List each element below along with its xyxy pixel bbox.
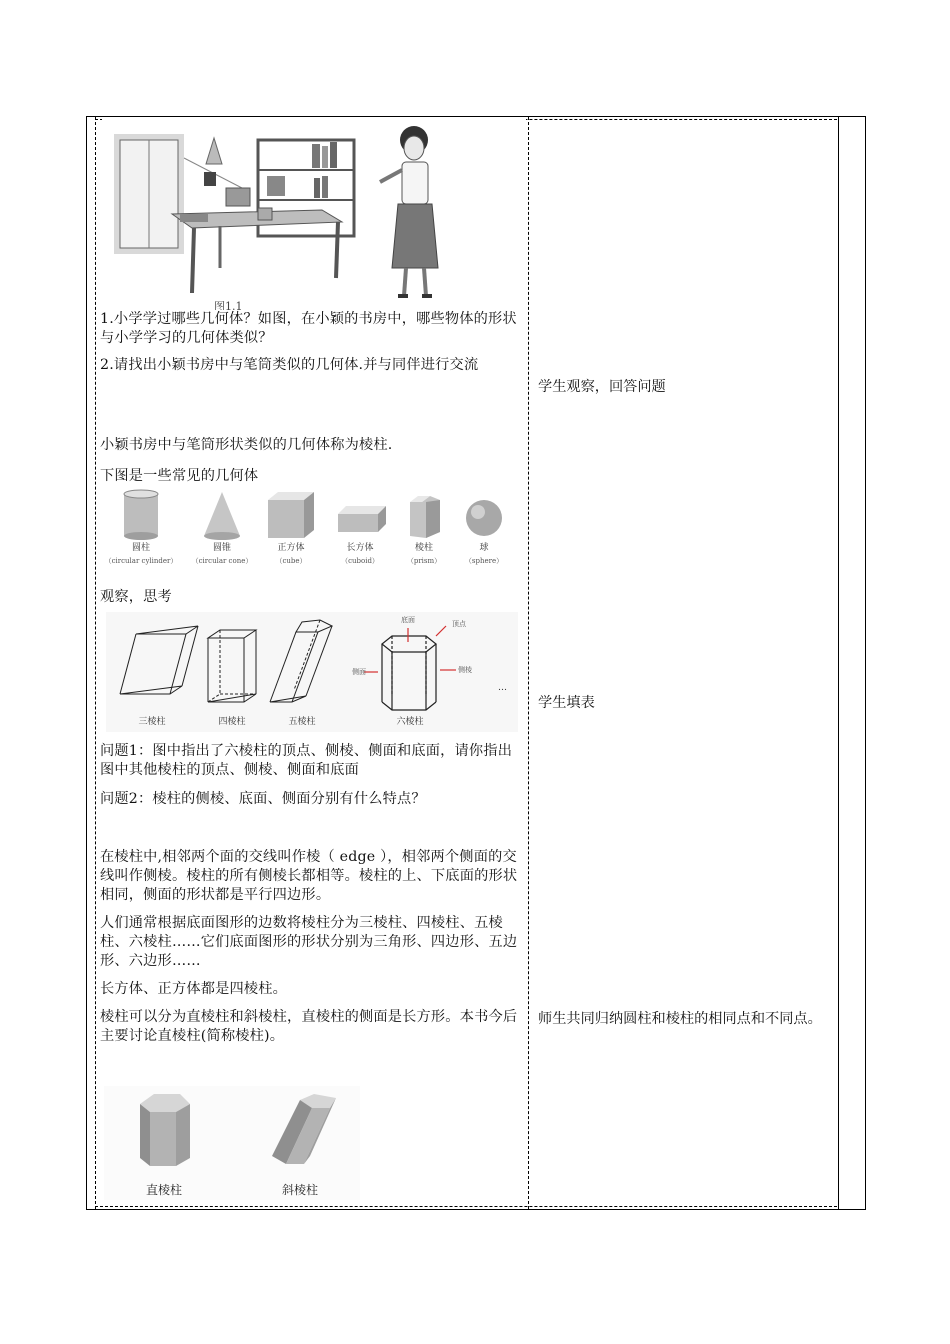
right-oblique-prism-figure [104,1086,360,1200]
question-2: 2.请找出小颖书房中与笔筒类似的几何体.并与同伴进行交流 [100,357,479,373]
prism-shape [410,496,440,538]
right-cell-1: 学生观察，回答问题 [538,379,666,395]
column-divider [528,117,529,1209]
solid-label-6-en: （sphere） [464,557,504,565]
prisms-figure [106,612,518,732]
prism-label-2: 四棱柱 [218,717,246,727]
left-cell-block-1 [100,310,524,375]
right-prism-shape [140,1094,190,1166]
solid-label-4-en: （cuboid） [341,557,379,565]
right-cell-3: 师生共同归纳圆柱和棱柱的相同点和不同点。 [538,1011,822,1027]
sphere-shape [466,500,502,536]
common-solids-figure [104,486,514,572]
solid-label-5: 棱柱 [414,543,434,553]
prism-definition: 小颖书房中与笔筒形状类似的几何体称为棱柱. [100,437,393,453]
solid-label-4: 长方体 [346,543,374,553]
solid-label-6: 球 [479,543,489,553]
solid-label-1-en: （circular cylinder） [104,557,178,565]
solid-label-2-en: （circular cone） [191,557,253,565]
oblique-prism-label: 斜棱柱 [281,1183,319,1197]
solid-label-1: 圆柱 [131,543,151,553]
right-cell-2: 学生填表 [538,695,595,711]
definition-classification: 人们通常根据底面图形的边数将棱柱分为三棱柱、四棱柱、五棱柱、六棱柱……它们底面图形的形状分别为三角形、四边形、五边形、六边形…… [100,915,518,969]
definitions-block [100,848,524,1046]
prism-label-4: 六棱柱 [396,717,424,727]
question-1: 1.小学学过哪些几何体？如图，在小颖的书房中，哪些物体的形状与小学学习的几何体类似？ [100,311,517,346]
solid-label-3: 正方体 [277,543,305,553]
cube-shape [268,492,314,538]
definition-cuboid: 长方体、正方体都是四棱柱。 [100,981,288,997]
label-base: 底面 [401,616,415,624]
label-side-face: 侧面 [352,668,366,676]
solid-label-3-en: （cube） [275,557,307,565]
left-dashed-border [95,117,96,1209]
problem-1: 问题1：图中指出了六棱柱的顶点、侧棱、侧面和底面，请你指出图中其他棱柱的顶点、侧棱、侧面和底面 [100,743,513,778]
definition-right-oblique: 棱柱可以分为直棱柱和斜棱柱，直棱柱的侧面是长方形。本书今后主要讨论直棱柱(简称棱柱)。 [100,1009,518,1044]
common-solids-intro: 下图是一些常见的几何体 [100,468,259,484]
bottom-dashed-rule [95,1206,837,1207]
room-figure-caption: 图1.1 [214,300,243,310]
prisms-ellipsis: … [498,683,507,693]
cuboid-shape [338,506,386,532]
problems-block [100,742,524,809]
label-vertex: 顶点 [452,620,466,628]
cone-shape [204,492,240,540]
right-inner-border [838,117,839,1209]
left-cell-block-2 [100,436,524,486]
right-prism-label: 直棱柱 [145,1183,183,1197]
cylinder-shape [124,490,158,540]
observe-heading: 观察，思考 [100,589,172,605]
prism-label-3: 五棱柱 [288,717,316,727]
label-side-edge: 侧棱 [458,666,472,674]
definition-edge: 在棱柱中,相邻两个面的交线叫作棱（ edge ），相邻两个侧面的交线叫作侧棱。棱柱的所有侧棱长都相等。棱柱的上、下底面的形状相同，侧面的形状都是平行四边形。 [100,849,518,903]
study-room-illustration [102,118,526,310]
observe-heading-wrap [100,588,524,607]
solid-label-5-en: （prism） [406,557,442,565]
prism-label-1: 三棱柱 [138,717,166,727]
problem-2: 问题2：棱柱的侧棱、底面、侧面分别有什么特点？ [100,791,426,807]
solid-label-2: 圆锥 [212,543,232,553]
